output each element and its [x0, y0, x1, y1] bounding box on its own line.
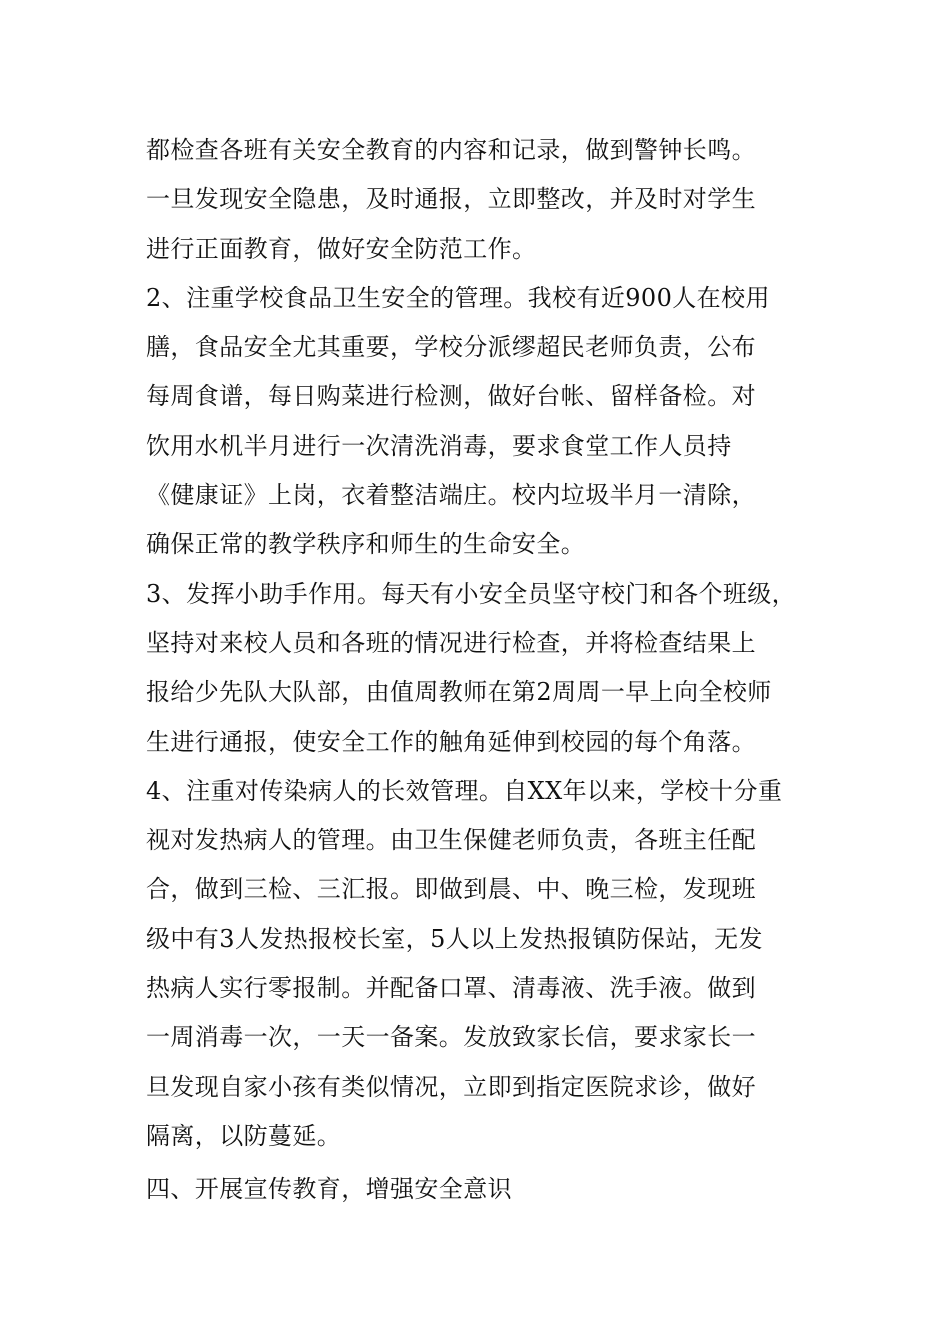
paragraph-line: 隔离，以防蔓延。	[146, 1121, 342, 1150]
paragraph-line: 生进行通报，使安全工作的触角延伸到校园的每个角落。	[146, 727, 756, 756]
paragraph-line: 一周消毒一次，一天一备案。发放致家长信，要求家长一	[146, 1023, 756, 1052]
paragraph-line: 2、注重学校食品卫生安全的管理。我校有近900人在校用	[146, 283, 770, 312]
document-body	[146, 126, 826, 1215]
paragraph-line: 报给少先队大队部，由值周教师在第2周周一早上向全校师	[146, 678, 772, 707]
paragraph-line: 《健康证》上岗，衣着整洁端庄。校内垃圾半月一清除，	[146, 481, 756, 510]
paragraph-line: 坚持对来校人员和各班的情况进行检查，并将检查结果上	[146, 628, 756, 657]
paragraph-line: 进行正面教育，做好安全防范工作。	[146, 234, 537, 263]
paragraph-line: 膳，食品安全尤其重要，学校分派缪超民老师负责，公布	[146, 333, 756, 362]
paragraph-line: 级中有3人发热报校长室，5人以上发热报镇防保站，无发	[146, 924, 763, 953]
paragraph-line: 4、注重对传染病人的长效管理。自XX年以来，学校十分重	[146, 776, 783, 805]
paragraph-line: 每周食谱，每日购菜进行检测，做好台帐、留样备检。对	[146, 382, 756, 411]
paragraph-line: 饮用水机半月进行一次清洗消毒，要求食堂工作人员持	[146, 431, 732, 460]
paragraph-line: 一旦发现安全隐患，及时通报，立即整改，并及时对学生	[146, 185, 756, 214]
paragraph-line: 视对发热病人的管理。由卫生保健老师负责，各班主任配	[146, 826, 756, 855]
paragraph-line: 都检查各班有关安全教育的内容和记录，做到警钟长鸣。	[146, 136, 756, 164]
paragraph-line: 旦发现自家小孩有类似情况，立即到指定医院求诊，做好	[146, 1072, 756, 1101]
paragraph-line: 热病人实行零报制。并配备口罩、清毒液、洗手液。做到	[146, 974, 756, 1003]
paragraph-line: 合，做到三检、三汇报。即做到晨、中、晚三检，发现班	[146, 875, 756, 904]
paragraph-line: 3、发挥小助手作用。每天有小安全员坚守校门和各个班级，	[146, 579, 797, 608]
paragraph-line: 确保正常的教学秩序和师生的生命安全。	[146, 530, 586, 559]
section-heading: 四、开展宣传教育，增强安全意识	[146, 1175, 512, 1204]
